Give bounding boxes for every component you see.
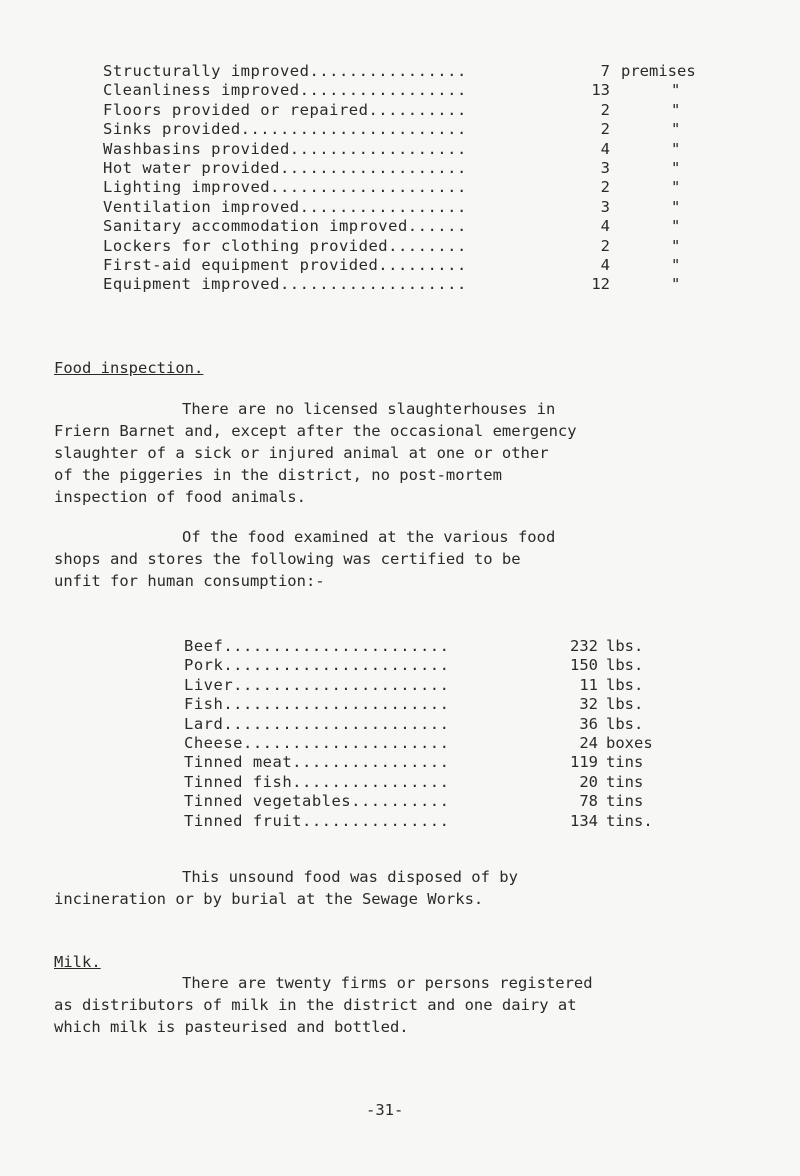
- food-item-label: Fish.......................: [184, 695, 450, 714]
- food-disposal-paragraph: [54, 866, 784, 910]
- text-line: There are twenty firms or persons registered: [182, 974, 593, 992]
- premises-item-unit: ": [671, 256, 681, 274]
- food-item-unit: tins: [606, 772, 644, 791]
- food-item-unit: lbs.: [606, 714, 644, 733]
- premises-item-count: 4: [600, 139, 610, 158]
- food-inspection-paragraph-2: [54, 526, 784, 592]
- premises-item-label: Equipment improved...................: [103, 275, 467, 294]
- premises-item-unit: ": [671, 275, 681, 294]
- food-item-quantity: 134: [570, 811, 598, 830]
- food-item-quantity: 119: [570, 753, 598, 772]
- premises-item-unit: ": [671, 100, 681, 119]
- premises-item-unit: ": [671, 197, 681, 216]
- food-inspection-paragraph-1: [54, 398, 784, 508]
- premises-item-count: 2: [600, 178, 610, 197]
- food-item-label: Cheese.....................: [184, 734, 450, 752]
- premises-item-count: 12: [591, 275, 610, 294]
- premises-item-label: Ventilation improved.................: [103, 197, 467, 216]
- premises-item-count: 3: [600, 159, 610, 177]
- food-item-unit: lbs.: [606, 656, 644, 675]
- premises-item-label: Washbasins provided..................: [103, 139, 467, 158]
- food-item-label: Beef.......................: [184, 637, 450, 655]
- food-item-unit: tins.: [606, 811, 653, 830]
- premises-item-unit: premises: [621, 62, 696, 80]
- food-item-quantity: 78: [579, 792, 598, 811]
- text-line: Of the food examined at the various food: [182, 528, 556, 546]
- food-item-quantity: 232: [570, 637, 598, 655]
- food-item-label: Lard.......................: [184, 714, 450, 733]
- premises-item-unit: ": [671, 236, 681, 255]
- premises-item-label: Lighting improved....................: [103, 178, 467, 197]
- text-line: which milk is pasteurised and bottled.: [54, 1018, 409, 1036]
- milk-heading: Milk.: [54, 953, 101, 971]
- page-number: -31-: [366, 1101, 404, 1119]
- text-line: Friern Barnet and, except after the occasional emergency: [54, 422, 577, 440]
- text-line: There are no licensed slaughterhouses in: [182, 400, 556, 418]
- food-item-quantity: 11: [579, 675, 598, 694]
- text-line: shops and stores the following was certified to be: [54, 550, 521, 568]
- food-item-unit: lbs.: [606, 675, 644, 694]
- premises-item-label: Floors provided or repaired..........: [103, 100, 467, 119]
- food-item-label: Tinned vegetables..........: [184, 792, 450, 811]
- food-item-quantity: 24: [579, 734, 598, 752]
- text-line: of the piggeries in the district, no post-mortem: [54, 466, 502, 484]
- premises-item-count: 2: [600, 236, 610, 255]
- food-item-quantity: 32: [579, 695, 598, 714]
- premises-item-count: 13: [591, 81, 610, 100]
- premises-item-unit: ": [671, 159, 681, 177]
- premises-item-count: 7: [600, 62, 610, 80]
- premises-item-count: 2: [600, 100, 610, 119]
- premises-item-label: Hot water provided...................: [103, 159, 467, 177]
- milk-paragraph: [54, 972, 784, 1038]
- text-line: slaughter of a sick or injured animal at one or other: [54, 444, 549, 462]
- food-item-quantity: 36: [579, 714, 598, 733]
- premises-item-label: Sanitary accommodation improved......: [103, 217, 467, 236]
- premises-item-unit: ": [671, 120, 681, 139]
- premises-item-label: Sinks provided.......................: [103, 120, 467, 139]
- food-item-quantity: 150: [570, 656, 598, 675]
- premises-item-count: 4: [600, 217, 610, 236]
- premises-item-label: Structurally improved................: [103, 62, 467, 80]
- premises-item-unit: ": [671, 217, 681, 236]
- premises-item-label: Cleanliness improved.................: [103, 81, 467, 100]
- food-item-unit: tins: [606, 753, 644, 772]
- food-item-label: Liver......................: [184, 675, 450, 694]
- food-item-unit: tins: [606, 792, 644, 811]
- food-item-unit: lbs.: [606, 695, 644, 714]
- text-line: incineration or by burial at the Sewage Works.: [54, 890, 484, 908]
- food-item-label: Tinned fish................: [184, 772, 450, 791]
- premises-item-count: 4: [600, 256, 610, 274]
- food-item-unit: boxes: [606, 734, 653, 752]
- text-line: inspection of food animals.: [54, 488, 306, 506]
- food-item-label: Tinned meat................: [184, 753, 450, 772]
- food-inspection-heading: Food inspection.: [54, 359, 204, 377]
- premises-item-unit: ": [671, 139, 681, 158]
- food-item-quantity: 20: [579, 772, 598, 791]
- food-item-unit: lbs.: [606, 637, 644, 655]
- premises-item-count: 2: [600, 120, 610, 139]
- food-item-label: Pork.......................: [184, 656, 450, 675]
- food-item-label: Tinned fruit...............: [184, 811, 450, 830]
- premises-item-unit: ": [671, 81, 681, 100]
- premises-item-label: Lockers for clothing provided........: [103, 236, 467, 255]
- text-line: unfit for human consumption:-: [54, 572, 325, 590]
- premises-item-count: 3: [600, 197, 610, 216]
- premises-item-unit: ": [671, 178, 681, 197]
- text-line: as distributors of milk in the district and one dairy at: [54, 996, 577, 1014]
- text-line: This unsound food was disposed of by: [182, 868, 518, 886]
- premises-item-label: First-aid equipment provided.........: [103, 256, 467, 274]
